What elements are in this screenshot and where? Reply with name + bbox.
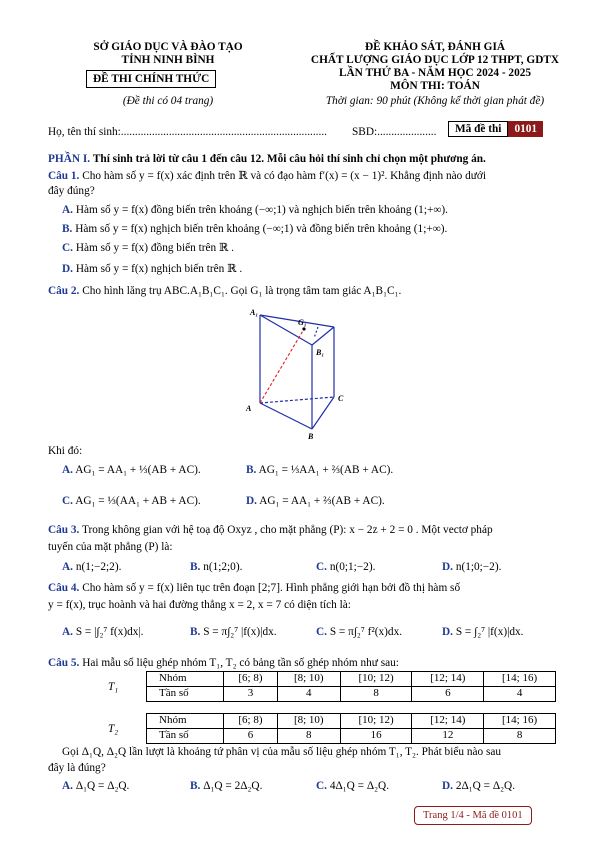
group-header: Nhóm [147, 672, 224, 687]
exam-code-label: Mã đề thi [448, 121, 508, 137]
q5-option-d[interactable] [442, 779, 515, 793]
ag1-vector [260, 329, 304, 403]
q3-option-b[interactable] [190, 560, 242, 574]
freq-header: Tần số [147, 728, 224, 743]
table-cell: 4 [484, 686, 556, 701]
q2-option-a[interactable] [62, 463, 201, 477]
q3-stem-cont: tuyến của mặt phẳng (P) là: [48, 541, 173, 553]
section-title: PHẦN I. [48, 153, 91, 165]
option-text: S = π∫₂⁷ f²(x)dx. [329, 626, 403, 638]
option-letter: A. [62, 561, 73, 573]
q5-stem [48, 656, 568, 670]
q2-option-b[interactable] [246, 463, 393, 477]
option-text: S = |∫₂⁷ f(x)dx|. [75, 626, 144, 638]
option-letter: A. [62, 204, 73, 216]
option-text: Hàm số y = f(x) đồng biến trên khoảng (−∞;1) và nghịch biến trên khoảng (1;+∞). [75, 204, 448, 216]
option-text: AG₁ = AA₁ + ⅔(AB + AC). [259, 495, 385, 507]
q3-stem [48, 523, 568, 537]
option-text: Δ₁Q = 2Δ₂Q. [203, 780, 263, 792]
q2-number: Câu 2. [48, 285, 80, 297]
section-instruction [48, 152, 568, 166]
sbd-field: SBD:..................... [352, 126, 437, 138]
table-cell: [14; 16) [484, 714, 556, 729]
option-letter: B. [246, 464, 257, 476]
exam-title: ĐỀ KHẢO SÁT, ĐÁNH GIÁ [364, 41, 506, 53]
median-line [314, 327, 318, 338]
option-text: n(1;−2;2). [75, 561, 122, 573]
option-text: S = π∫₂⁷ |f(x)|dx. [203, 626, 277, 638]
exam-code-value: 0101 [508, 121, 543, 137]
option-text: AG₁ = AA₁ + ⅓(AB + AC). [75, 464, 201, 476]
q4-option-d[interactable] [442, 625, 524, 639]
q5-question-cont: đây là đúng? [48, 762, 106, 774]
option-text: Hàm số y = f(x) đồng biến trên ℝ . [75, 242, 235, 254]
q1-stem-cont: đây đúng? [48, 185, 95, 197]
option-text: n(0;1;−2). [329, 561, 376, 573]
table-cell: 8 [277, 728, 340, 743]
option-text: AG₁ = ⅓AA₁ + ⅔(AB + AC). [258, 464, 394, 476]
table-cell: 16 [340, 728, 412, 743]
table-cell: [14; 16) [484, 672, 556, 687]
time-note: Thời gian: 90 phút (Không kể thời gian phát đề) [325, 95, 545, 107]
q4-stem [48, 581, 568, 595]
q3-option-c[interactable] [316, 560, 375, 574]
table-cell: 8 [340, 686, 412, 701]
section-text: Thí sinh trả lời từ câu 1 đến câu 12. Mỗi câu hỏi thí sinh chỉ chọn một phương án. [92, 153, 486, 165]
q1-option-a[interactable] [62, 203, 448, 217]
q5-text: Hai mẫu số liệu ghép nhóm T₁, T₂ có bảng tần số ghép nhóm như sau: [82, 657, 399, 669]
q2-stem [48, 284, 568, 298]
option-letter: B. [190, 780, 201, 792]
t2-table [146, 713, 556, 744]
option-text: n(1;0;−2). [455, 561, 502, 573]
table-cell: [10; 12) [340, 672, 412, 687]
edge-ab [260, 403, 312, 429]
table-cell: 3 [224, 686, 278, 701]
t1-label: T₁ [108, 681, 119, 693]
option-text: 4Δ₁Q = Δ₂Q. [329, 780, 390, 792]
label-b1: B₁ [316, 348, 325, 357]
option-letter: D. [442, 561, 453, 573]
option-letter: C. [316, 626, 327, 638]
option-letter: D. [62, 263, 73, 275]
option-letter: A. [62, 780, 73, 792]
q1-option-b[interactable] [62, 222, 447, 236]
table-cell: 12 [412, 728, 484, 743]
q1-option-d[interactable] [62, 262, 242, 276]
group-header: Nhóm [147, 714, 224, 729]
pages-note: (Đề thi có 04 trang) [122, 95, 214, 107]
q4-option-b[interactable] [190, 625, 277, 639]
q1-number: Câu 1. [48, 170, 80, 182]
q4-stem-cont: y = f(x), trục hoành và hai đường thẳng x = 2, x = 7 có diện tích là: [48, 599, 351, 611]
q4-option-a[interactable] [62, 625, 144, 639]
option-letter: C. [316, 561, 327, 573]
option-text: n(1;2;0). [203, 561, 243, 573]
option-letter: D. [246, 495, 257, 507]
q5-number: Câu 5. [48, 657, 80, 669]
q4-option-c[interactable] [316, 625, 402, 639]
table-row [147, 686, 556, 701]
table-cell: 6 [412, 686, 484, 701]
table-row [147, 672, 556, 687]
label-a1: A₁ [250, 308, 259, 317]
option-letter: D. [442, 626, 453, 638]
q2-khi-do: Khi đó: [48, 445, 83, 457]
label-a: A [246, 404, 252, 413]
table-cell: 6 [224, 728, 278, 743]
q4-number: Câu 4. [48, 582, 80, 594]
q3-number: Câu 3. [48, 524, 80, 536]
exam-round: LẦN THỨ BA - NĂM HỌC 2024 - 2025 [338, 67, 532, 79]
option-letter: A. [62, 464, 73, 476]
q5-question: Gọi Δ₁Q, Δ₂Q lần lượt là khoảng tứ phân vị của mẫu số liệu ghép nhóm T₁, T₂. Phát biểu nào sau [62, 746, 502, 758]
option-letter: C. [62, 242, 73, 254]
q3-text: Trong không gian với hệ toạ độ Oxyz , cho mặt phẳng (P): x − 2z + 2 = 0 . Một vectơ pháp [82, 524, 493, 536]
table-cell: [12; 14) [412, 672, 484, 687]
option-text: S = ∫₂⁷ |f(x)|dx. [455, 626, 524, 638]
student-name-field: Họ, tên thí sinh:......................................................................... [48, 126, 327, 138]
table-cell: 4 [277, 686, 340, 701]
exam-code [448, 122, 543, 136]
q5-option-a[interactable] [62, 779, 129, 793]
q5-option-b[interactable] [190, 779, 262, 793]
q2-option-c[interactable] [62, 494, 201, 508]
table-cell: [8; 10) [277, 714, 340, 729]
q5-option-c[interactable] [316, 779, 389, 793]
g1-point [302, 327, 305, 330]
province-name: TỈNH NINH BÌNH [121, 54, 215, 66]
table-cell: [12; 14) [412, 714, 484, 729]
freq-header: Tần số [147, 686, 224, 701]
q2-option-d[interactable] [246, 494, 385, 508]
exam-subtitle: CHẤT LƯỢNG GIÁO DỤC LỚP 12 THPT, GDTX [310, 54, 560, 66]
subject: MÔN THI: TOÁN [390, 80, 480, 92]
q3-option-d[interactable] [442, 560, 501, 574]
t2-label: T₂ [108, 723, 119, 735]
option-text: Δ₁Q = Δ₂Q. [75, 780, 130, 792]
option-letter: D. [442, 780, 453, 792]
q1-text: Cho hàm số y = f(x) xác định trên ℝ và có đạo hàm f′(x) = (x − 1)². Khẳng định nào dưới [82, 170, 487, 182]
table-cell: [6; 8) [224, 714, 278, 729]
q1-stem [48, 169, 568, 183]
option-text: 2Δ₁Q = Δ₂Q. [455, 780, 516, 792]
edge-bc [312, 397, 334, 429]
table-cell: 8 [484, 728, 556, 743]
option-letter: C. [62, 495, 73, 507]
option-letter: B. [190, 561, 201, 573]
table-cell: [6; 8) [224, 672, 278, 687]
table-cell: [10; 12) [340, 714, 412, 729]
prism-figure [236, 305, 366, 443]
table-cell: [8; 10) [277, 672, 340, 687]
option-letter: B. [190, 626, 201, 638]
dept-name: SỞ GIÁO DỤC VÀ ĐÀO TẠO [93, 41, 243, 53]
q2-text: Cho hình lăng trụ ABC.A₁B₁C₁. Gọi G₁ là trọng tâm tam giác A₁B₁C₁. [82, 285, 402, 297]
q1-option-c[interactable] [62, 241, 234, 255]
option-text: Hàm số y = f(x) nghịch biến trên khoảng (−∞;1) và đồng biến trên khoảng (1;+∞). [75, 223, 448, 235]
option-letter: A. [62, 626, 73, 638]
q3-option-a[interactable] [62, 560, 121, 574]
table-row [147, 714, 556, 729]
page-footer: Trang 1/4 - Mã đề 0101 [414, 806, 532, 825]
q4-text: Cho hàm số y = f(x) liên tục trên đoạn [2;7]. Hình phẳng giới hạn bởi đồ thị hàm số [82, 582, 461, 594]
official-exam-badge: ĐỀ THI CHÍNH THỨC [86, 70, 216, 88]
label-c: C [338, 394, 344, 403]
table-row [147, 728, 556, 743]
option-letter: C. [316, 780, 327, 792]
option-text: AG₁ = ⅓(AA₁ + AB + AC). [75, 495, 201, 507]
label-b: B [308, 432, 314, 441]
t1-table [146, 671, 556, 702]
label-g1: G₁ [298, 318, 307, 327]
edge-ac-hidden [260, 397, 334, 403]
option-text: Hàm số y = f(x) nghịch biến trên ℝ . [75, 263, 243, 275]
option-letter: B. [62, 223, 73, 235]
